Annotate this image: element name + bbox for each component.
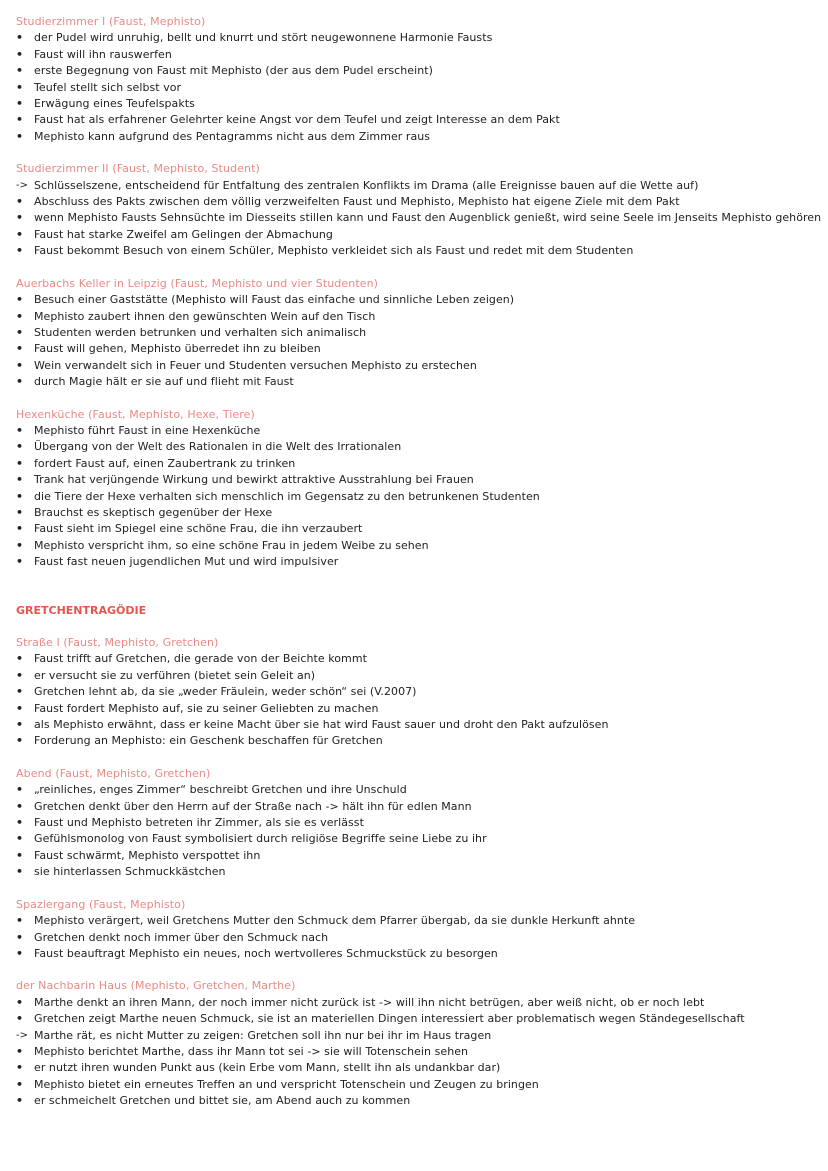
bullet-icon: • xyxy=(16,734,24,748)
bullet-item xyxy=(16,651,808,667)
section-studierzimmer-i xyxy=(16,14,808,145)
bullet-item xyxy=(16,489,808,505)
bullet-item xyxy=(16,717,808,733)
section-heading: Auerbachs Keller in Leipzig (Faust, Mephisto und vier Studenten) xyxy=(16,276,379,290)
arrow-icon: -> xyxy=(16,1029,29,1041)
bullet-icon: • xyxy=(16,522,24,536)
bullet-item xyxy=(16,668,808,684)
spacer xyxy=(16,571,808,603)
bullet-icon: • xyxy=(16,97,24,111)
bullet-icon: • xyxy=(16,489,24,503)
bullet-icon: • xyxy=(16,80,24,94)
bullet-icon: • xyxy=(16,718,24,732)
item-text: Studenten werden betrunken und verhalten sich animalisch xyxy=(34,325,367,339)
bullet-icon: • xyxy=(16,1044,24,1058)
section-straße-i xyxy=(16,635,808,750)
item-text: Marthe denkt an ihren Mann, der noch immer nicht zurück ist -> will ihn nicht betrügen, aber weiß nicht, ob er noch lebt xyxy=(34,995,705,1009)
spacer xyxy=(16,962,808,978)
bullet-icon: • xyxy=(16,342,24,356)
bullet-icon: • xyxy=(16,538,24,552)
bullet-item xyxy=(16,472,808,488)
item-text: Faust sieht im Spiegel eine schöne Frau, die ihn verzaubert xyxy=(34,522,363,536)
item-text: der Pudel wird unruhig, bellt und knurrt und stört neugewonnene Harmonie Fausts xyxy=(34,31,493,45)
item-text: Wein verwandelt sich in Feuer und Studenten versuchen Mephisto zu erstechen xyxy=(34,358,477,372)
bullet-icon: • xyxy=(16,555,24,569)
bullet-icon: • xyxy=(16,456,24,470)
item-text: „reinliches, enges Zimmer“ beschreibt Gretchen und ihre Unschuld xyxy=(34,783,407,797)
bullet-icon: • xyxy=(16,358,24,372)
bullet-icon: • xyxy=(16,848,24,862)
bullet-item xyxy=(16,799,808,815)
section-heading: der Nachbarin Haus (Mephisto, Gretchen, Marthe) xyxy=(16,979,296,993)
bullet-item xyxy=(16,995,808,1011)
item-text: Teufel stellt sich selbst vor xyxy=(34,80,182,94)
item-text: Mephisto führt Faust in eine Hexenküche xyxy=(34,423,261,437)
bullet-item xyxy=(16,701,808,717)
item-text: Mephisto verärgert, weil Gretchens Mutter den Schmuck dem Pfarrer übergab, da sie dunkle Herkunft ahnte xyxy=(34,914,636,928)
bullet-icon: • xyxy=(16,244,24,258)
bullet-icon: • xyxy=(16,423,24,437)
item-text: Faust und Mephisto betreten ihr Zimmer, als sie es verlässt xyxy=(34,816,364,830)
item-text: Forderung an Mephisto: ein Geschenk beschaffen für Gretchen xyxy=(34,734,383,748)
bullet-item xyxy=(16,63,808,79)
spacer xyxy=(16,145,808,161)
section-heading: Studierzimmer II (Faust, Mephisto, Student) xyxy=(16,162,260,176)
spacer xyxy=(16,260,808,276)
arrow-line xyxy=(16,178,808,194)
bullet-icon: • xyxy=(16,995,24,1009)
item-text: Faust fast neuen jugendlichen Mut und wird impulsiver xyxy=(34,555,339,569)
bullet-item xyxy=(16,848,808,864)
bullet-item xyxy=(16,1011,808,1027)
item-text: Gretchen lehnt ab, da sie „weder Fräulein, weder schön“ sei (V.2007) xyxy=(34,685,417,699)
faust-scenes-part-2 xyxy=(16,635,808,1110)
bullet-icon: • xyxy=(16,1012,24,1026)
item-text: Abschluss des Pakts zwischen dem völlig verzweifelten Faust und Mephisto, Mephisto hat eigene Ziele mit dem Pakt xyxy=(34,195,680,209)
bullet-icon: • xyxy=(16,652,24,666)
bullet-icon: • xyxy=(16,799,24,813)
item-text: fordert Faust auf, einen Zaubertrank zu trinken xyxy=(34,456,296,470)
bullet-item xyxy=(16,946,808,962)
bullet-item xyxy=(16,423,808,439)
item-text: Mephisto zaubert ihnen den gewünschten Wein auf den Tisch xyxy=(34,309,376,323)
item-text: er nutzt ihren wunden Punkt aus (kein Erbe vom Mann, stellt ihn als undankbar dar) xyxy=(34,1061,501,1075)
bullet-item xyxy=(16,733,808,749)
bullet-item xyxy=(16,505,808,521)
bullet-item xyxy=(16,1093,808,1109)
bullet-item xyxy=(16,864,808,880)
section-heading: Abend (Faust, Mephisto, Gretchen) xyxy=(16,766,211,780)
bullet-item xyxy=(16,521,808,537)
bullet-item xyxy=(16,80,808,96)
bullet-icon: • xyxy=(16,47,24,61)
item-text: Faust trifft auf Gretchen, die gerade von der Beichte kommt xyxy=(34,652,367,666)
item-text: Faust will gehen, Mephisto überredet ihn zu bleiben xyxy=(34,342,321,356)
bullet-icon: • xyxy=(16,1077,24,1091)
section-abend xyxy=(16,766,808,881)
arrow-icon: -> xyxy=(16,179,29,191)
bullet-item xyxy=(16,684,808,700)
bullet-item xyxy=(16,325,808,341)
bullet-item xyxy=(16,913,808,929)
item-text: Übergang von der Welt des Rationalen in die Welt des Irrationalen xyxy=(34,440,402,454)
bullet-icon: • xyxy=(16,31,24,45)
bullet-item xyxy=(16,538,808,554)
bullet-icon: • xyxy=(16,473,24,487)
item-text: Schlüsselszene, entscheidend für Entfaltung des zentralen Konflikts im Drama (alle Ereignisse bauen auf die Wette auf) xyxy=(34,178,699,192)
bullet-item xyxy=(16,930,808,946)
section-auerbachs-keller-in-leipzig xyxy=(16,276,808,391)
bullet-icon: • xyxy=(16,832,24,846)
spacer xyxy=(16,881,808,897)
bullet-item xyxy=(16,194,808,210)
bullet-item xyxy=(16,227,808,243)
item-text: die Tiere der Hexe verhalten sich menschlich im Gegensatz zu den betrunkenen Studenten xyxy=(34,489,540,503)
bullet-icon: • xyxy=(16,946,24,960)
bullet-item xyxy=(16,554,808,570)
spacer xyxy=(16,391,808,407)
bullet-item xyxy=(16,374,808,390)
bullet-item xyxy=(16,243,808,259)
bullet-icon: • xyxy=(16,1061,24,1075)
bullet-icon: • xyxy=(16,505,24,519)
bullet-item xyxy=(16,96,808,112)
section-hexenküche xyxy=(16,407,808,571)
bullet-icon: • xyxy=(16,293,24,307)
bullet-item xyxy=(16,341,808,357)
bullet-icon: • xyxy=(16,113,24,127)
bullet-item xyxy=(16,1044,808,1060)
bullet-icon: • xyxy=(16,668,24,682)
bullet-item xyxy=(16,112,808,128)
bullet-item xyxy=(16,815,808,831)
gretchentragoedie-heading: GRETCHENTRAGÖDIE xyxy=(16,603,147,617)
item-text: Gretchen zeigt Marthe neuen Schmuck, sie ist an materiellen Dingen interessiert aber problematisch wegen Ständegesellschaft xyxy=(34,1012,745,1026)
section-der-nachbarin-haus xyxy=(16,978,808,1109)
bullet-icon: • xyxy=(16,930,24,944)
section-spaziergang xyxy=(16,897,808,963)
item-text: Faust hat als erfahrener Gelehrter keine Angst vor dem Teufel und zeigt Interesse an dem Pakt xyxy=(34,113,560,127)
section-heading: Straße I (Faust, Mephisto, Gretchen) xyxy=(16,636,219,649)
bullet-item xyxy=(16,358,808,374)
bullet-item xyxy=(16,456,808,472)
bullet-item xyxy=(16,1060,808,1076)
item-text: Mephisto kann aufgrund des Pentagramms nicht aus dem Zimmer raus xyxy=(34,129,431,143)
item-text: Mephisto verspricht ihm, so eine schöne Frau in jedem Weibe zu sehen xyxy=(34,538,429,552)
bullet-icon: • xyxy=(16,375,24,389)
bullet-icon: • xyxy=(16,685,24,699)
item-text: Faust will ihn rauswerfen xyxy=(34,47,172,61)
item-text: durch Magie hält er sie auf und flieht mit Faust xyxy=(34,375,294,389)
bullet-item xyxy=(16,210,822,226)
item-text: Gefühlsmonolog von Faust symbolisiert durch religiöse Begriffe seine Liebe zu ihr xyxy=(34,832,487,846)
item-text: erste Begegnung von Faust mit Mephisto (der aus dem Pudel erscheint) xyxy=(34,64,433,78)
bullet-icon: • xyxy=(16,325,24,339)
bullet-icon: • xyxy=(16,865,24,879)
bullet-icon: • xyxy=(16,914,24,928)
item-text: Faust beauftragt Mephisto ein neues, noch wertvolleres Schmuckstück zu besorgen xyxy=(34,946,498,960)
bullet-item xyxy=(16,309,808,325)
faust-scenes-part-1 xyxy=(16,14,822,571)
section-studierzimmer-ii xyxy=(16,161,822,259)
bullet-icon: • xyxy=(16,211,24,225)
spacer xyxy=(16,619,808,635)
item-text: Mephisto berichtet Marthe, dass ihr Mann tot sei -> sie will Totenschein sehen xyxy=(34,1044,469,1058)
section-heading: Spaziergang (Faust, Mephisto) xyxy=(16,897,186,911)
spacer xyxy=(16,750,808,766)
item-text: Gretchen denkt noch immer über den Schmuck nach xyxy=(34,930,329,944)
bullet-icon: • xyxy=(16,440,24,454)
bullet-item xyxy=(16,292,808,308)
bullet-icon: • xyxy=(16,64,24,78)
bullet-item xyxy=(16,129,808,145)
bullet-icon: • xyxy=(16,195,24,209)
item-text: Besuch einer Gaststätte (Mephisto will Faust das einfache und sinnliche Leben zeigen) xyxy=(34,293,515,307)
bullet-item xyxy=(16,831,808,847)
bullet-item xyxy=(16,47,808,63)
item-text: Faust hat starke Zweifel am Gelingen der Abmachung xyxy=(34,227,333,241)
item-text: als Mephisto erwähnt, dass er keine Macht über sie hat wird Faust sauer und droht den Pakt aufzulösen xyxy=(34,718,609,732)
bullet-icon: • xyxy=(16,783,24,797)
item-text: sie hinterlassen Schmuckkästchen xyxy=(34,865,226,879)
bullet-icon: • xyxy=(16,816,24,830)
item-text: Brauchst es skeptisch gegenüber der Hexe xyxy=(34,505,273,519)
item-text: wenn Mephisto Fausts Sehnsüchte im Diesseits stillen kann und Faust den Augenblick genießt, wird seine Seele im Jenseits Mephisto gehören xyxy=(34,211,822,225)
bullet-item xyxy=(16,782,808,798)
bullet-item xyxy=(16,1077,808,1093)
section-heading: Studierzimmer I (Faust, Mephisto) xyxy=(16,15,206,28)
item-text: Mephisto bietet ein erneutes Treffen an und verspricht Totenschein und Zeugen zu bringen xyxy=(34,1077,539,1091)
item-text: er versucht sie zu verführen (bietet sein Geleit an) xyxy=(34,668,316,682)
item-text: Faust fordert Mephisto auf, sie zu seiner Geliebten zu machen xyxy=(34,701,379,715)
bullet-icon: • xyxy=(16,227,24,241)
item-text: er schmeichelt Gretchen und bittet sie, am Abend auch zu kommen xyxy=(34,1094,411,1108)
bullet-icon: • xyxy=(16,1094,24,1108)
bullet-item xyxy=(16,30,808,46)
item-text: Erwägung eines Teufelspakts xyxy=(34,97,195,111)
item-text: Faust bekommt Besuch von einem Schüler, Mephisto verkleidet sich als Faust und redet mit dem Studenten xyxy=(34,244,634,258)
arrow-line xyxy=(16,1028,808,1044)
bullet-item xyxy=(16,439,808,455)
item-text: Trank hat verjüngende Wirkung und bewirkt attraktive Ausstrahlung bei Frauen xyxy=(34,473,474,487)
item-text: Gretchen denkt über den Herrn auf der Straße nach -> hält ihn für edlen Mann xyxy=(34,799,472,813)
section-heading: Hexenküche (Faust, Mephisto, Hexe, Tiere) xyxy=(16,407,255,421)
item-text: Marthe rät, es nicht Mutter zu zeigen: Gretchen soll ihn nur bei ihr im Haus tragen xyxy=(34,1028,492,1042)
bullet-icon: • xyxy=(16,701,24,715)
bullet-icon: • xyxy=(16,129,24,143)
bullet-icon: • xyxy=(16,309,24,323)
item-text: Faust schwärmt, Mephisto verspottet ihn xyxy=(34,848,261,862)
